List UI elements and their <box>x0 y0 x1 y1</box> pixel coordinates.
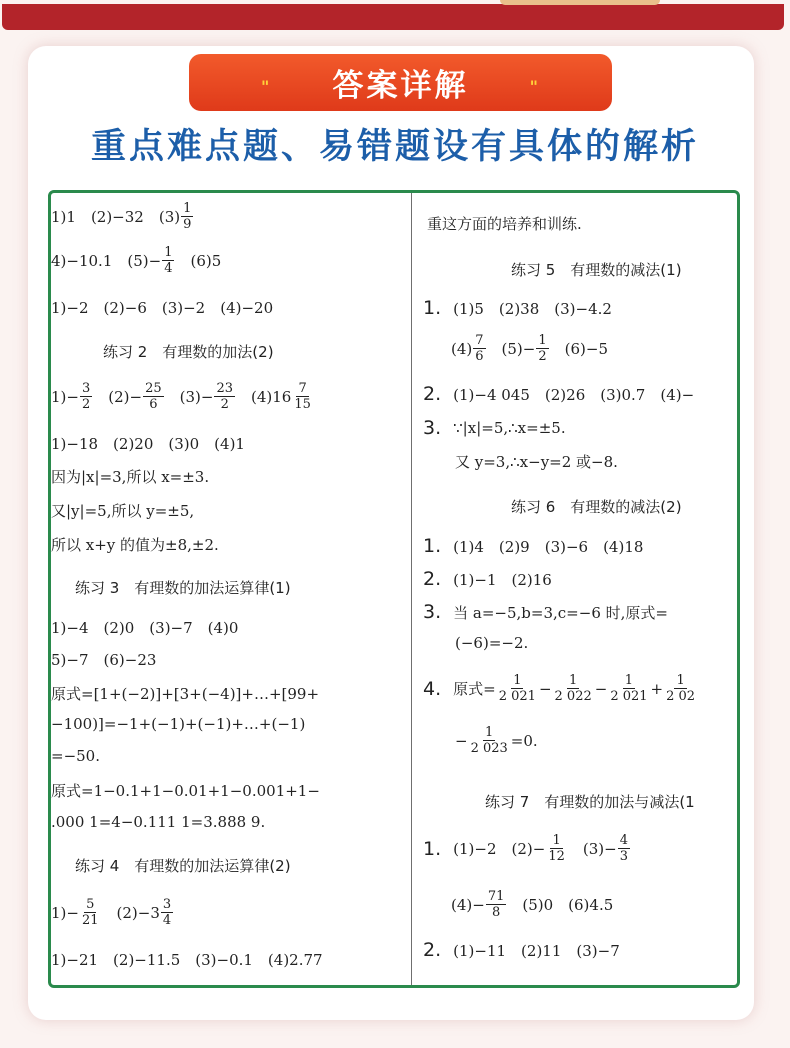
answer-line: 1. (1)−2 (2)− $\frac{1}{12}$ (3)− $\frac{4}{3}$ <box>423 833 628 864</box>
answer-line: −100)]=−1+(−1)+(−1)+…+(−1) <box>51 715 306 733</box>
answer-line: 因为|x|=3,所以 x=±3. <box>51 468 210 486</box>
answer-line: 1)−18 (2)20 (3)0 (4)1 <box>51 435 245 453</box>
answer-line: 1)− $\frac{5}{21}$ (2)−3 $\frac{3}{4}$ <box>51 897 172 928</box>
title-banner <box>189 54 612 111</box>
answer-line: 1. (1)5 (2)38 (3)−4.2 <box>423 297 612 319</box>
answer-line: =−50. <box>51 747 100 765</box>
answer-line: (4) $\frac{7}{6}$ (5)− $\frac{1}{2}$ (6)−5 <box>451 333 609 364</box>
section-heading: 练习 5 有理数的减法(1) <box>511 261 682 279</box>
answer-line: 又 y=3,∴x−y=2 或−8. <box>455 453 618 471</box>
ribbon-accent <box>500 0 660 5</box>
answer-line: 2. (1)−1 (2)16 <box>423 568 552 590</box>
section-heading: 练习 7 有理数的加法与减法(1 <box>485 793 695 811</box>
top-ribbon <box>2 4 784 30</box>
answer-line: 5)−7 (6)−23 <box>51 651 157 669</box>
column-divider <box>411 193 412 985</box>
answer-line: (−6)=−2. <box>455 634 529 652</box>
section-heading: 练习 4 有理数的加法运算律(2) <box>75 857 291 875</box>
answer-line: 1)−4 (2)0 (3)−7 (4)0 <box>51 619 239 637</box>
section-heading: 练习 3 有理数的加法运算律(1) <box>75 579 291 597</box>
answer-sheet <box>48 190 740 988</box>
left-column <box>51 193 410 985</box>
answer-line: 原式=1−0.1+1−0.01+1−0.001+1− <box>51 782 320 800</box>
answer-line: 2. (1)−4 045 (2)26 (3)0.7 (4)− <box>423 383 695 405</box>
answer-line: − $\frac{1}{2 023}$ =0. <box>455 725 538 756</box>
answer-line: 3. 当 a=−5,b=3,c=−6 时,原式= <box>423 601 668 623</box>
answer-line: (4)− $\frac{71}{8}$ (5)0 (6)4.5 <box>451 889 614 920</box>
right-column <box>413 193 735 985</box>
fraction: $\frac{1}{4}$ <box>164 245 173 276</box>
answer-line: 1. (1)4 (2)9 (3)−6 (4)18 <box>423 535 644 557</box>
quote-mark-right: " <box>529 77 540 96</box>
answer-line: 4)−10.1 (5)− $\frac{1}{4}$ (6)5 <box>51 245 222 276</box>
answer-line: 1)1 (2)−32 (3) $\frac{1}{9}$ <box>51 201 192 232</box>
answer-line: 原式=[1+(−2)]+[3+(−4)]+…+[99+ <box>51 685 320 703</box>
quote-mark-left: " <box>261 77 272 96</box>
answer-line: 1)−21 (2)−11.5 (3)−0.1 (4)2.77 <box>51 951 323 969</box>
page-subtitle: 重点难点题、易错题设有具体的解析 <box>90 127 699 167</box>
answer-line: 重这方面的培养和训练. <box>427 215 582 233</box>
answer-line: .000 1=4−0.111 1=3.888 9. <box>51 813 266 831</box>
banner-title: 答案详解 <box>332 68 469 104</box>
answer-line: 又|y|=5,所以 y=±5, <box>51 502 195 520</box>
answer-line: 所以 x+y 的值为±8,±2. <box>51 536 219 554</box>
fraction: $\frac{1}{9}$ <box>183 201 192 232</box>
answer-line: 4. 原式= $\frac{1}{2 021}$ − $\frac{1}{2 022}$ − $\frac{1}{2 021}$ + $\frac{1}{2 02}$ <box>423 673 696 704</box>
answer-line: 1)− $\frac{3}{2}$ (2)− $\frac{25}{6}$ (3)− $\frac{23}{2}$ (4)16 $\frac{7}{15}$ <box>51 381 311 412</box>
answer-line: 1)−2 (2)−6 (3)−2 (4)−20 <box>51 299 274 317</box>
section-heading: 练习 2 有理数的加法(2) <box>103 343 274 361</box>
answer-line: 3. ∵|x|=5,∴x=±5. <box>423 417 566 439</box>
section-heading: 练习 6 有理数的减法(2) <box>511 498 682 516</box>
answer-line: 2. (1)−11 (2)11 (3)−7 <box>423 939 620 961</box>
